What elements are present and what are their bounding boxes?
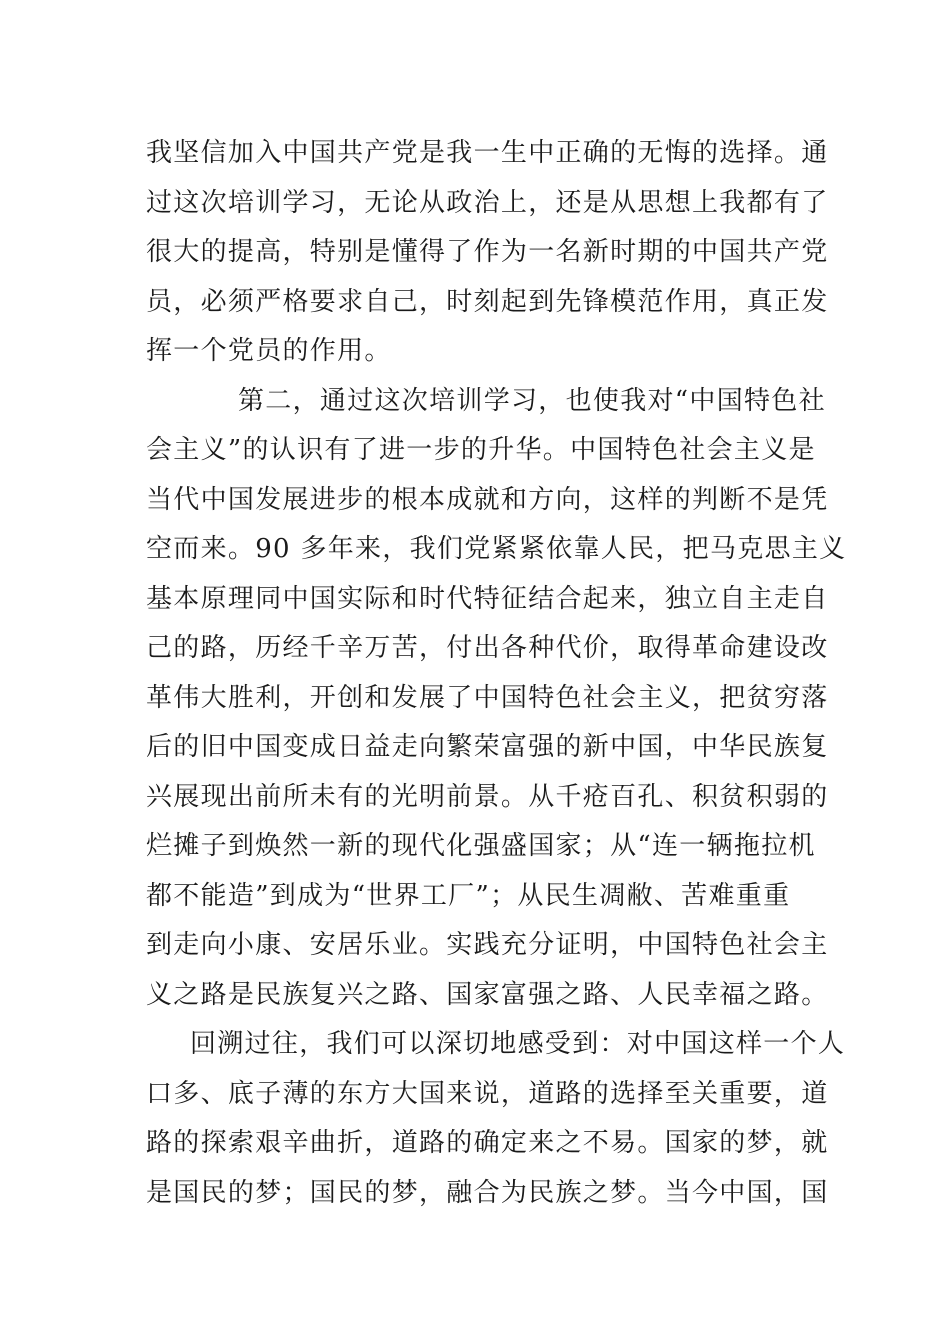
text-line: 空而来。90 多年来，我们党紧紧依靠人民，把马克思主义 — [146, 534, 847, 564]
text-line: 到走向小康、安居乐业。实践充分证明，中国特色社会主 — [146, 930, 829, 960]
text-line: 过这次培训学习，无论从政治上，还是从思想上我都有了 — [146, 187, 829, 218]
paragraph-start-line: 第二，通过这次培训学习，也使我对“中国特色社 — [238, 385, 826, 416]
text-line: 基本原理同中国实际和时代特征结合起来，独立自主走自 — [146, 583, 829, 614]
text-line: 员，必须严格要求自己，时刻起到先锋模范作用，真正发 — [146, 286, 829, 317]
text-line: 口多、底子薄的东方大国来说，道路的选择至关重要，道 — [146, 1078, 829, 1109]
text-line: 路的探索艰辛曲折，道路的确定来之不易。国家的梦，就 — [146, 1128, 829, 1158]
text-line: 很大的提高，特别是懂得了作为一名新时期的中国共产党 — [146, 237, 829, 267]
text-line: 义之路是民族复兴之路、国家富强之路、人民幸福之路。 — [146, 979, 829, 1010]
text-line: 兴展现出前所未有的光明前景。从千疮百孔、积贫积弱的 — [146, 781, 829, 812]
text-line: 我坚信加入中国共产党是我一生中正确的无悔的选择。通 — [146, 138, 829, 168]
text-line: 挥一个党员的作用。 — [146, 336, 392, 366]
text-line: 会主义”的认识有了进一步的升华。中国特色社会主义是 — [146, 435, 816, 465]
text-line: 是国民的梦；国民的梦，融合为民族之梦。当今中国，国 — [146, 1177, 829, 1208]
text-line: 革伟大胜利，开创和发展了中国特色社会主义，把贫穷落 — [146, 682, 829, 713]
text-line: 烂摊子到焕然一新的现代化强盛国家；从“连一辆拖拉机 — [146, 831, 816, 861]
text-line: 后的旧中国变成日益走向繁荣富强的新中国，中华民族复 — [146, 732, 829, 762]
text-line: 当代中国发展进步的根本成就和方向，这样的判断不是凭 — [146, 484, 829, 515]
text-line: 己的路，历经千辛万苦，付出各种代价，取得革命建设改 — [146, 633, 829, 663]
text-line: 都不能造”到成为“世界工厂”；从民生凋敝、苦难重重 — [146, 880, 791, 911]
paragraph-start-line: 回溯过往，我们可以深切地感受到：对中国这样一个人 — [190, 1029, 846, 1059]
body-text — [146, 129, 847, 1218]
